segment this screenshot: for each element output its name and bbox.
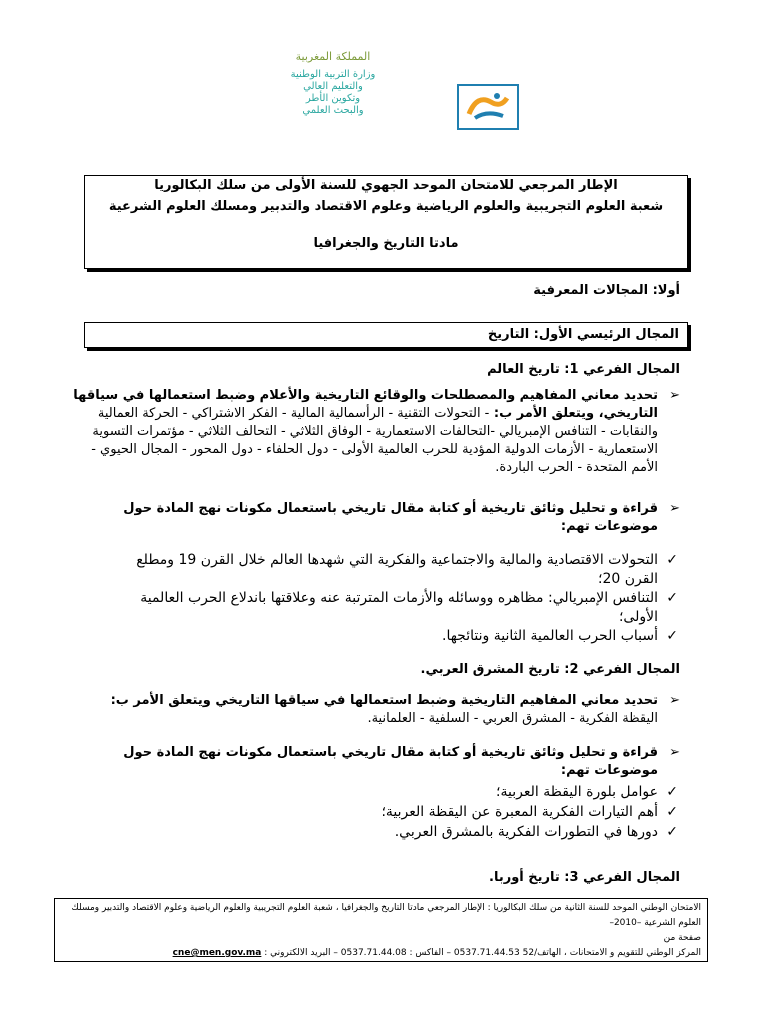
check-icon: ✓: [666, 628, 678, 644]
arrow-bullet-icon: ➢: [669, 501, 680, 516]
main-axis-title: المجال الرئيسي الأول: التاريخ: [487, 327, 679, 342]
title-line-2: شعبة العلوم التجريبية والعلوم الرياضية وعلوم الاقتصاد والتدبير ومسلك العلوم الشرعية: [108, 199, 664, 214]
list-item: [120, 627, 680, 646]
check-icon: ✓: [666, 784, 678, 800]
arrow-bullet-icon: ➢: [669, 388, 680, 403]
check-icon: ✓: [666, 804, 678, 820]
ministry-line: والبحث العلمي: [302, 105, 364, 116]
cnem-logo-icon: [457, 84, 519, 130]
list-item-text: التنافس الإمبريالي: مظاهره ووسائله والأزمات المترتبة عنه وعلاقتها باندلاع الحرب العالمية الأولى؛: [140, 590, 658, 625]
list-item-text: أهم التيارات الفكرية المعبرة عن اليقظة العربية؛: [381, 804, 658, 820]
list-item-text: عوامل بلورة اليقظة العربية؛: [496, 784, 658, 800]
section-heading: أولا: المجالات المعرفية: [533, 283, 680, 298]
sub1-bullet-1: [70, 387, 680, 477]
list-item-text: دورها في التطورات الفكرية بالمشرق العربي.: [394, 824, 658, 840]
sub1-bullet-2: [70, 500, 680, 536]
arrow-bullet-icon: ➢: [669, 693, 680, 708]
bullet-text: اليقظة الفكرية - المشرق العربي - السلفية - العلمانية.: [367, 711, 658, 726]
list-item: [120, 822, 680, 842]
check-icon: ✓: [666, 552, 678, 568]
title-box: [84, 175, 688, 269]
bullet-bold-text: تحديد معاني المفاهيم التاريخية وضبط استعمالها في سياقها التاريخي ويتعلق الأمر ب:: [110, 693, 658, 708]
list-item: [120, 802, 680, 822]
title-line-3: مادتا التاريخ والجغرافيا: [313, 236, 459, 251]
footer-contact-text: المركز الوطني للتقويم و الامتحانات ، الهاتف/52 0537.71.44.53 – الفاكس : 0537.71.44.08 – البريد الالكتروني :: [264, 948, 701, 958]
sub2-checklist: [120, 782, 680, 842]
list-item-text: التحولات الاقتصادية والمالية والاجتماعية والفكرية التي شهدها العالم خلال القرن 19 ومطلع القرن 20؛: [136, 552, 658, 587]
check-icon: ✓: [666, 824, 678, 840]
sub2-bullet-2: [70, 744, 680, 780]
title-line-1: الإطار المرجعي للامتحان الموحد الجهوي للسنة الأولى من سلك البكالوريا: [154, 178, 618, 193]
bullet-bold-text: قراءة و تحليل وثائق تاريخية أو كتابة مقال تاريخي باستعمال مكونات نهج المادة حول موضوعات تهم:: [123, 745, 658, 778]
bullet-text: - التحولات التقنية - الرأسمالية المالية - الفكر الاشتراكي - الحركة العمالية والنقابات - التنافس الإمبريالي -التحالفات الاستعمارية - الوفاق الثلاثي - التحالف الثلاثي - مؤتمرات التسوية الاستعمارية - الأزمات الدولية المؤدية للحرب العالمية الأولى - دول الحلفاء - دول المحور - المجال الحيوي - الأمم المتحدة - الحرب الباردة.: [91, 406, 658, 475]
arrow-bullet-icon: ➢: [669, 745, 680, 760]
list-item: [120, 551, 680, 589]
list-item: [120, 782, 680, 802]
ministry-line: وزارة التربية الوطنية: [290, 69, 376, 80]
sub1-checklist: [120, 551, 680, 646]
footer-contact: [61, 946, 701, 961]
page-footer: [54, 898, 708, 962]
footer-page: صفحة من: [663, 933, 701, 943]
list-item: [120, 589, 680, 627]
sub2-bullet-1: [70, 692, 680, 728]
ministry-line: والتعليم العالي: [303, 81, 363, 92]
footer-line-1: الامتحان الوطني الموحد للسنة الثانية من سلك البكالوريا : الإطار المرجعي مادتا التاريخ والجغرافيا ، شعبة العلوم التجريبية والعلوم الرياضية وعلوم الاقتصاد والتدبير ومسلك العلوم الشرعية –2010–: [71, 903, 701, 928]
sub-axis-1-title: المجال الفرعي 1: تاريخ العالم: [487, 362, 680, 377]
kingdom-label: المملكة المغربية: [295, 50, 371, 63]
main-axis-box: [84, 322, 688, 348]
bullet-bold-text: تحديد معاني المفاهيم والمصطلحات والوقائع التاريخية والأعلام وضبط استعمالها في سياقها التاريخي، ويتعلق الأمر ب:: [73, 388, 658, 421]
ministry-header: [258, 50, 408, 122]
check-icon: ✓: [666, 590, 678, 606]
sub-axis-2-title: المجال الفرعي 2: تاريخ المشرق العربي.: [420, 662, 680, 677]
bullet-bold-text: قراءة و تحليل وثائق تاريخية أو كتابة مقال تاريخي باستعمال مكونات نهج المادة حول موضوعات تهم:: [123, 501, 658, 534]
list-item-text: أسباب الحرب العالمية الثانية ونتائجها.: [442, 628, 658, 644]
ministry-line: وتكوين الأطر: [305, 93, 361, 104]
email-link[interactable]: cne@men.gov.ma: [172, 948, 262, 958]
sub-axis-3-title: المجال الفرعي 3: تاريخ أوربا.: [489, 870, 680, 885]
